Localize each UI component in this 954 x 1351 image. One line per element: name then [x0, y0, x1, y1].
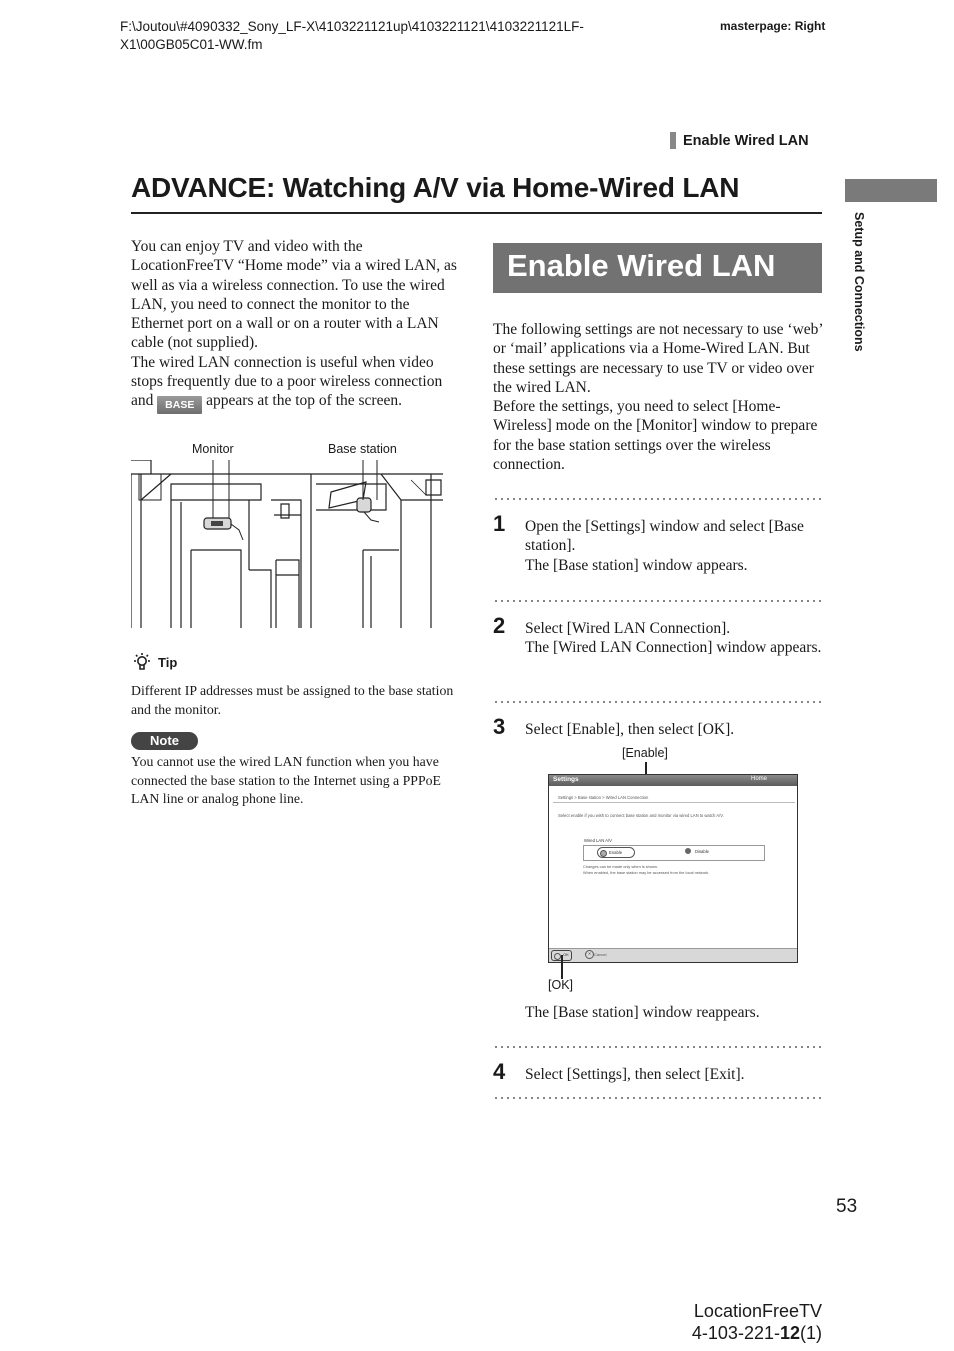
- step-text: [525, 720, 825, 739]
- disable-radio[interactable]: Disable: [685, 849, 709, 854]
- footnote: Changes can be made only when is shown.: [583, 864, 659, 869]
- note-text: You cannot use the wired LAN function when you have connected the base station to the Internet using a PPPoE LAN line or analog phone line.: [131, 754, 441, 806]
- file-path-line2: X1\00GB05C01-WW.fm: [120, 37, 263, 52]
- callout-enable-label: [Enable]: [622, 746, 668, 760]
- code-bold: 12: [779, 1323, 800, 1343]
- home-wired-lan-illustration: [131, 460, 443, 630]
- right-intro-part1: The following settings are not necessary to use ‘web’ or ‘mail’ applications via a Home-Wired LAN. But these settings are necessary to use TV or video over the wired LAN.: [493, 321, 823, 396]
- intro-paragraph: [131, 237, 461, 414]
- side-tab-text: Setup and Connections: [852, 212, 866, 352]
- tip-text: Different IP addresses must be assigned to the base station and the monitor.: [131, 683, 454, 717]
- section-heading: Enable Wired LAN: [507, 248, 776, 283]
- breadcrumb: Settings > Base station > Wired LAN Connection: [558, 795, 649, 800]
- code-suffix: (1): [800, 1323, 822, 1343]
- document-code: [600, 1322, 822, 1344]
- right-intro-paragraph: [493, 320, 823, 474]
- file-path-line1: F:\Joutou\#4090332_Sony_LF-X\4103221121up\4103221121\4103221121LF-: [120, 19, 584, 34]
- step-text: [525, 619, 825, 658]
- tip-heading: [131, 652, 177, 672]
- dotted-separator: [493, 498, 822, 500]
- step-instruction: Select [Enable], then select [OK].: [525, 721, 735, 738]
- note-badge: Note: [131, 732, 198, 750]
- callout-ok-label: [OK]: [548, 978, 574, 992]
- intro-part3: appears at the top of the screen.: [206, 392, 402, 410]
- label-base-station: Base station: [328, 442, 397, 456]
- divider: [553, 802, 795, 803]
- instruction-text: Select enable if you wish to connect base station and monitor via wired LAN to watch A/V.: [558, 813, 724, 818]
- ok-label: OK: [563, 952, 569, 957]
- step-text: [525, 1065, 825, 1084]
- file-path: [120, 18, 660, 54]
- right-intro-part2: Before the settings, you need to select [Home-Wireless] mode on the [Monitor] window to prepare for the base station settings over the wireless connection.: [493, 398, 818, 474]
- dotted-separator: [493, 600, 822, 602]
- tip-label: Tip: [158, 654, 178, 670]
- enable-radio[interactable]: Enable: [597, 847, 635, 858]
- product-name: LocationFreeTV: [693, 1301, 822, 1321]
- step-text: [525, 517, 825, 575]
- product-code: [600, 1300, 822, 1344]
- lightbulb-icon: [131, 652, 153, 672]
- step-number: 2: [493, 613, 506, 638]
- running-header: [670, 132, 809, 149]
- side-thumb-tab: [845, 179, 937, 202]
- intro-part1: You can enjoy TV and video with the LocationFreeTV “Home mode” via a wired LAN, as well as via a wireless connection. To use the wired LAN, you need to connect the monitor to the Ethernet port on a wall or on a router with a LAN cable (not supplied).: [131, 238, 457, 352]
- step-number: 4: [493, 1059, 506, 1084]
- running-header-text: Enable Wired LAN: [683, 132, 809, 149]
- title-rule: [131, 212, 822, 214]
- step-number: 1: [493, 511, 506, 536]
- mode-status: Home: [750, 776, 767, 782]
- step-instruction: Open the [Settings] window and select [Base station].: [525, 518, 804, 555]
- page-number: 53: [836, 1196, 858, 1217]
- window-title-bar: [549, 775, 797, 786]
- running-header-bar: [670, 132, 676, 149]
- footnote: When enabled, the base station may be accessed from the local network.: [583, 870, 710, 875]
- group-label: Wired LAN A/V: [584, 838, 612, 843]
- step-result: The [Base station] window reappears.: [525, 1004, 760, 1021]
- step-instruction: Select [Wired LAN Connection].: [525, 620, 731, 637]
- section-heading-box: [493, 243, 822, 293]
- page-title: ADVANCE: Watching A/V via Home-Wired LAN: [131, 172, 740, 203]
- side-tab-label: [838, 212, 878, 377]
- cancel-button[interactable]: ✕ Cancel: [585, 952, 606, 957]
- step-number: 3: [493, 714, 506, 739]
- intro-part2: The wired LAN connection is useful when video stops frequently due to a poor wireless connection and: [131, 353, 443, 410]
- window-title: Settings: [553, 776, 579, 783]
- dotted-separator: [493, 1046, 822, 1048]
- wired-lan-settings-screenshot: [548, 774, 798, 963]
- step-result: The [Wired LAN Connection] window appears.: [525, 639, 822, 657]
- bottom-bar: [549, 948, 797, 962]
- dotted-separator: [493, 1097, 822, 1099]
- code-prefix: 4-103-221-: [691, 1323, 780, 1343]
- step-result: The [Base station] window appears.: [525, 556, 748, 574]
- masterpage-label: masterpage: Right: [720, 19, 826, 33]
- dotted-separator: [493, 701, 822, 703]
- label-monitor: Monitor: [192, 442, 234, 456]
- callout-ok-line: [561, 955, 563, 979]
- base-wireless-indicator-icon: BASE: [157, 396, 202, 414]
- step-instruction: Select [Settings], then select [Exit].: [525, 1066, 745, 1083]
